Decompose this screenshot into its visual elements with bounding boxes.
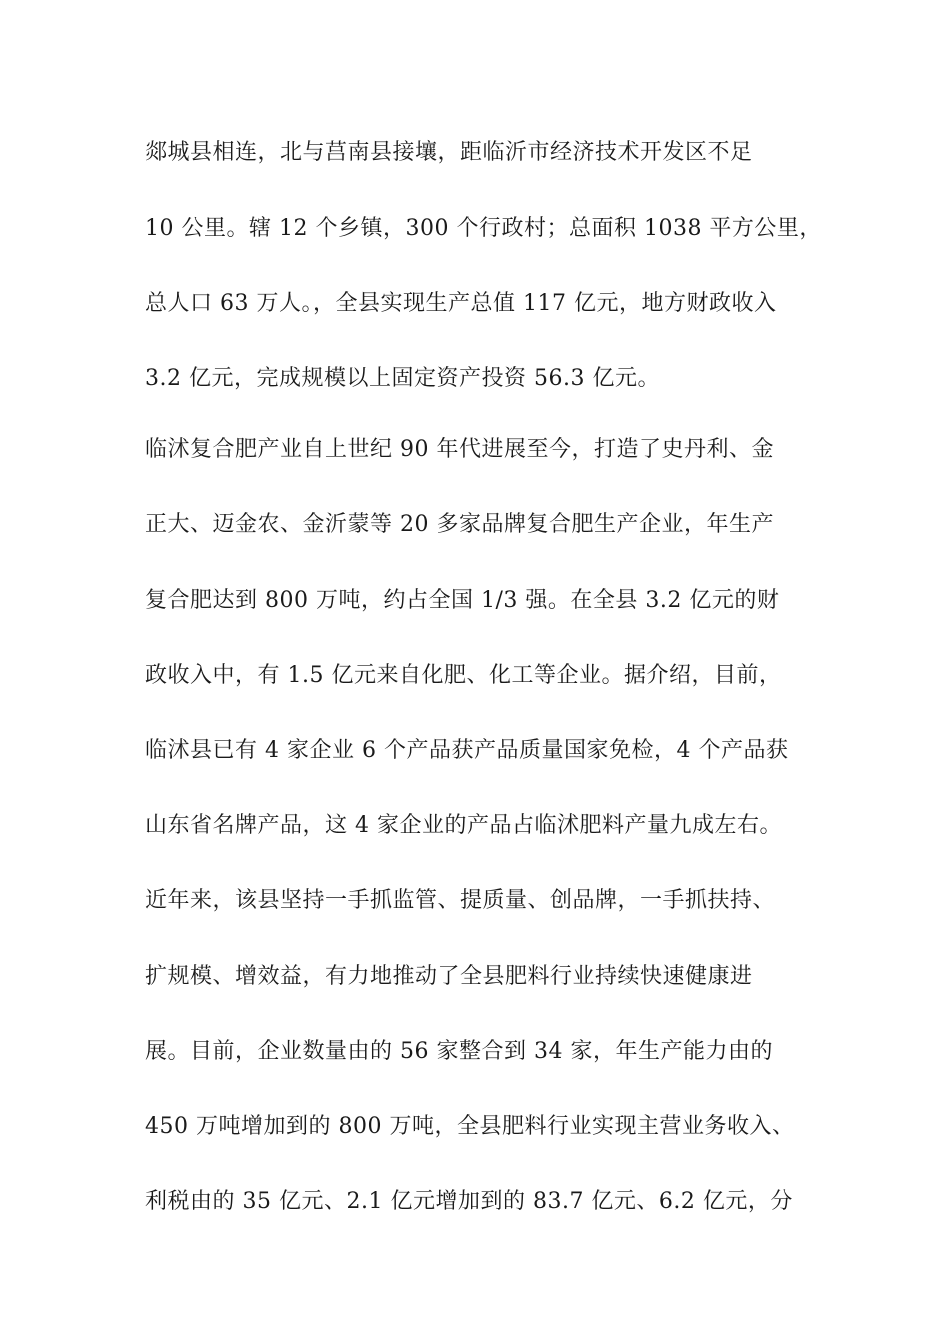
text-line: 复合肥达到 800 万吨，约占全国 1/3 强。在全县 3.2 亿元的财: [145, 588, 780, 613]
text-line: 临沭复合肥产业自上世纪 90 年代进展至今，打造了史丹利、金: [145, 437, 774, 462]
text-line: 扩规模、增效益，有力地推动了全县肥料行业持续快速健康进: [145, 964, 753, 989]
text-line: 3.2 亿元，完成规模以上固定资产投资 56.3 亿元。: [145, 366, 660, 391]
text-line: 利税由的 35 亿元、2.1 亿元增加到的 83.7 亿元、6.2 亿元，分: [145, 1189, 793, 1214]
text-line: 正大、迈金农、金沂蒙等 20 多家品牌复合肥生产企业，年生产: [145, 512, 774, 537]
text-line: 展。目前，企业数量由的 56 家整合到 34 家，年生产能力由的: [145, 1039, 773, 1064]
text-line: 450 万吨增加到的 800 万吨，全县肥料行业实现主营业务收入、: [145, 1114, 795, 1139]
text-line: 山东省名牌产品，这 4 家企业的产品占临沭肥料产量九成左右。: [145, 813, 782, 838]
text-line: 10 公里。辖 12 个乡镇，300 个行政村；总面积 1038 平方公里，: [145, 216, 822, 241]
text-line: 近年来，该县坚持一手抓监管、提质量、创品牌，一手抓扶持、: [145, 888, 776, 913]
text-line: 郯城县相连，北与莒南县接壤，距临沂市经济技术开发区不足: [145, 140, 753, 165]
text-line: 政收入中，有 1.5 亿元来自化肥、化工等企业。据介绍，目前，: [145, 663, 782, 688]
text-line: 临沭县已有 4 家企业 6 个产品获产品质量国家免检，4 个产品获: [145, 738, 789, 763]
text-line: 总人口 63 万人。，全县实现生产总值 117 亿元，地方财政收入: [145, 291, 777, 316]
